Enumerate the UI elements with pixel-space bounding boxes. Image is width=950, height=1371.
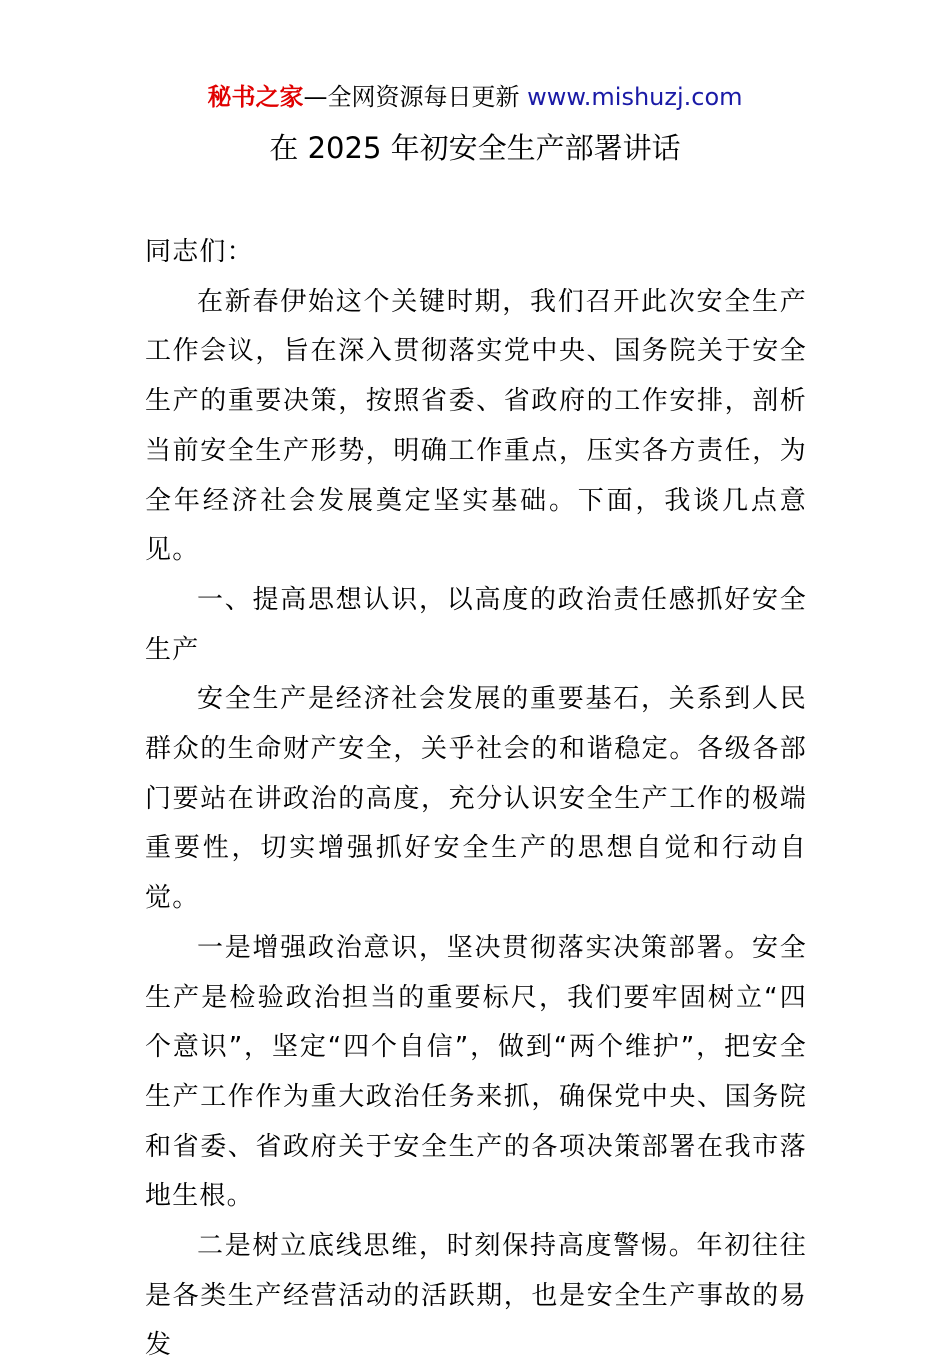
salutation: 同志们：: [145, 237, 254, 267]
document-title: 在 2025 年初安全生产部署讲话: [269, 131, 681, 165]
brand-name: 秘书之家: [207, 83, 304, 111]
paragraph-point-2: 二是树立底线思维，时刻保持高度警惕。年初往往是各类生产经营活动的活跃期，也是安全生产事故的易发: [145, 1231, 807, 1361]
paragraph-section-1: 安全生产是经济社会发展的重要基石，关系到人民群众的生命财产安全，关乎社会的和谐稳定。各级各部门要站在讲政治的高度，充分认识安全生产工作的极端重要性，切实增强抓好安全生产的思想自觉和行动自觉。: [145, 684, 807, 914]
paragraph-intro: 在新春伊始这个关键时期，我们召开此次安全生产工作会议，旨在深入贯彻落实党中央、国务院关于安全生产的重要决策，按照省委、省政府的工作安排，剖析当前安全生产形势，明确工作重点，压实各方责任，为全年经济社会发展奠定坚实基础。下面，我谈几点意见。: [145, 286, 807, 566]
site-slogan: —全网资源每日更新: [303, 83, 520, 111]
site-header: [0, 80, 950, 114]
section-heading-1: 一、提高思想认识，以高度的政治责任感抓好安全生产: [145, 584, 807, 665]
paragraph-point-1: 一是增强政治意识，坚决贯彻落实决策部署。安全生产是检验政治担当的重要标尺，我们要牢固树立“四个意识”，坚定“四个自信”，做到“两个维护”，把安全生产工作作为重大政治任务来抓，确保党中央、国务院和省委、省政府关于安全生产的各项决策部署在我市落地生根。: [145, 932, 807, 1212]
site-url-link[interactable]: www.mishuzj.com: [527, 83, 743, 111]
document-body: [145, 228, 807, 1371]
